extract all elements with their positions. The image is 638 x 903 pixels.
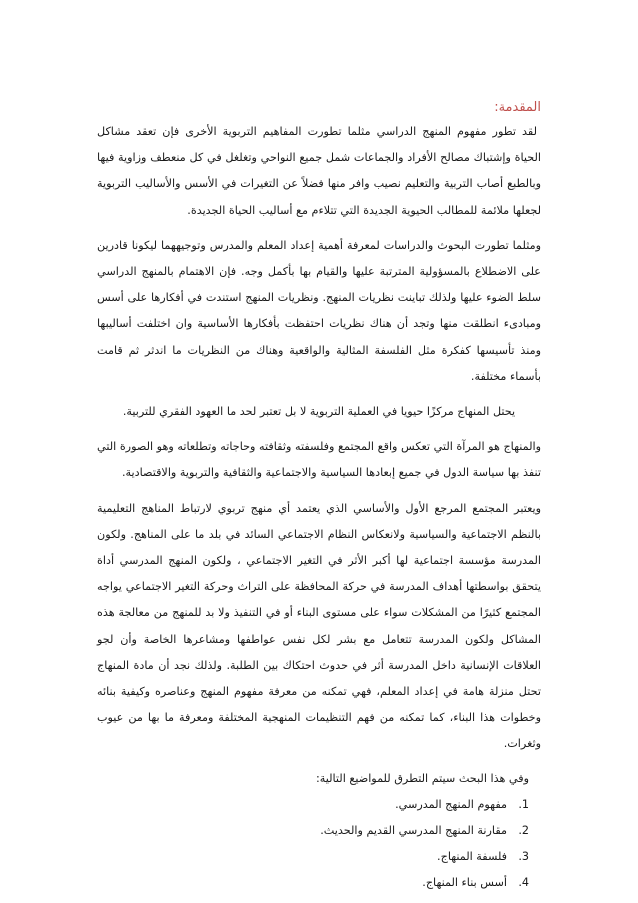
list-text: أسس بناء المنهاج. (422, 876, 507, 890)
list-item (97, 818, 529, 844)
section-heading: المقدمة: (494, 100, 541, 115)
topics-list (97, 792, 541, 897)
list-item (97, 870, 529, 896)
list-text: مفهوم المنهج المدرسي. (395, 797, 507, 811)
list-number: 1. (518, 797, 529, 811)
list-number: 4. (518, 876, 529, 890)
topics-intro: وفي هذا البحث سيتم التطرق للمواضيع التالية: (315, 771, 529, 785)
document-page (97, 98, 541, 897)
list-number: 2. (518, 824, 529, 838)
paragraph-curriculum-center: يحتل المنهاج مركزًا حيويا في العملية التربوية لا بل تعتبر لحد ما العهود الفقري للتربية. (122, 405, 516, 419)
list-number: 3. (518, 850, 529, 864)
paragraph-research: ومثلما تطورت البحوث والدراسات لمعرفة أهمية إعداد المعلم والمدرس وتوجيههما ليكونا قادرين على الاضطلاع بالمسؤولية المترتبة عليها والقيام بها بأكمل وجه. فإن الاهتمام بالمنهج الدراسي سلط الضوء عليها ولذلك تباينت نظريات المنهج. ونظريات المنهج استندت في أفكارها على أسس ومبادىء انطلقت منها وتجد أن هناك نظريات احتفظت بأفكارها الأساسية وان اختلفت أساليبها ومنذ تأسيسها كفكرة مثل الفلسفة المثالية والواقعية وهناك من النظريات ما اندثر ثم قامت بأسماء مختلفة. (97, 238, 541, 383)
list-item (97, 844, 529, 870)
list-text: فلسفة المنهاج. (437, 850, 507, 864)
paragraph-curriculum-mirror: والمنهاج هو المرآة التي تعكس واقع المجتمع وفلسفته وثقافته وحاجاته وتطلعاته وهو الصورة التي تنفذ بها سياسة الدول في جميع إبعادها السياسية والاجتماعية والثقافية والتربوية والاقتصادية. (97, 440, 541, 480)
list-item (97, 792, 529, 818)
paragraph-intro: لقد تطور مفهوم المنهج الدراسي مثلما تطورت المفاهيم التربوية الأخرى فإن تعقد مشاكل الحياة وإشتباك مصالح الأفراد والجماعات شمل جميع النواحي وتغلغل في كل منعطف وزاوية فيها وبالطبع أصاب التربية والتعليم نصيب وافر منها فضلاً عن التغيرات في الأسس والأساليب التربوية لجعلها ملائمة للمطالب الحيوية الجديدة التي تتلاءم مع أساليب الحياة الجديدة. (97, 125, 541, 217)
paragraph-society: ويعتبر المجتمع المرجع الأول والأساسي الذي يعتمد أي منهج تربوي لارتباط المناهج التعليمية بالنظم الاجتماعية والسياسية ولانعكاس النظام الاجتماعي السائد في بلد ما على المناهج. ولكون المدرسة مؤسسة اجتماعية لها أكبر الأثر في التغير الاجتماعي ، ولكون المنهج المدرسي أداة يتحقق بواسطتها أهداف المدرسة في حركة المحافظة على التراث وحركة التغير الاجتماعي يواجه المجتمع كثيرًا من المشكلات سواء على مستوى البناء أو في التنفيذ ولا بد للمنهج من معالجة هذه المشاكل ولكون المدرسة تتعامل مع بشر لكل نفس عواطفها ومشاعرها الخاصة وأن لجو العلاقات الإنسانية داخل المدرسة أثر في حدوث احتكاك بين الطلبة. ولذلك نجد أن مادة المنهاج تحتل منزلة هامة في إعداد المعلم، فهي تمكنه من معرفة مفهوم المنهج وعناصره وكيفية بنائه وخطوات هذا البناء، كما تمكنه من فهم التنظيمات المنهجية المختلفة ومعرفة ما بها من عيوب وثغرات. (97, 501, 541, 751)
list-text: مقارنة المنهج المدرسي القديم والحديث. (320, 824, 507, 838)
